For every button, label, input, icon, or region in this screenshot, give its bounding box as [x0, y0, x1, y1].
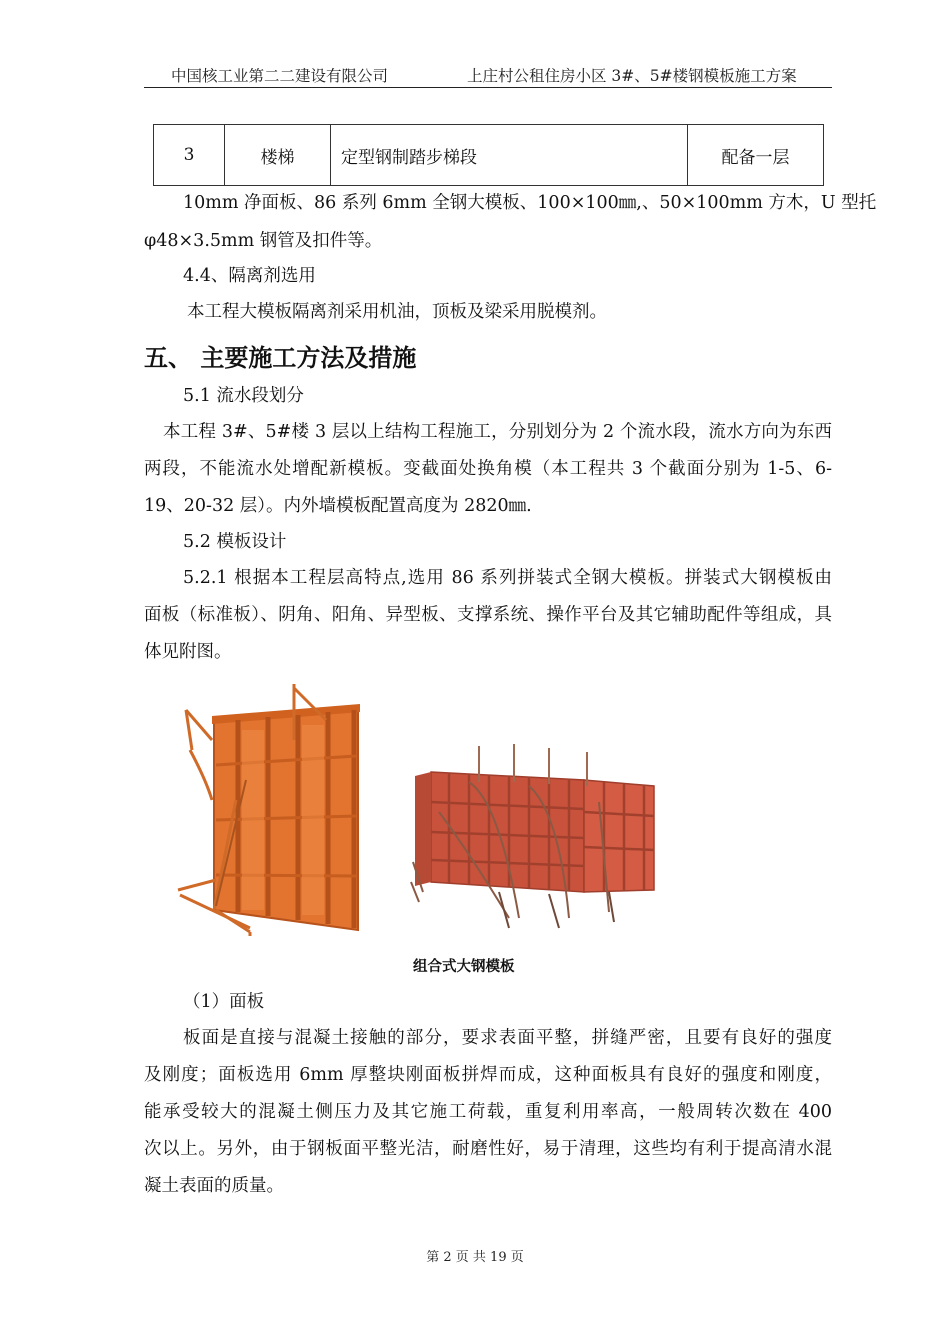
table-cell-no: 3 — [154, 125, 225, 186]
steel-formwork-panel-photo — [176, 680, 366, 938]
panel-paragraph-line-2: 及刚度；面板选用 6mm 厚整块刚面板拼焊而成，这种面板具有良好的强度和刚度， — [144, 1065, 832, 1085]
table-cell-type: 定型钢制踏步梯段 — [331, 125, 688, 186]
section-5-1-line-1: 本工程 3#、5#楼 3 层以上结构工程施工，分别划分为 2 个流水段，流水方向为东西 — [163, 422, 832, 442]
panel-paragraph-line-5: 凝土表面的质量。 — [144, 1176, 284, 1196]
table-cell-quantity: 配备一层 — [688, 125, 824, 186]
header-divider — [144, 87, 832, 88]
section-5-2-title: 5.2 模板设计 — [183, 532, 287, 552]
header-company: 中国核工业第二二建设有限公司 — [171, 67, 389, 85]
figure-caption: 组合式大钢模板 — [413, 959, 515, 975]
panel-paragraph-line-3: 能承受较大的混凝土侧压力及其它施工荷载，重复利用率高，一般周转次数在 400 — [144, 1102, 832, 1122]
subsection-1-title: （1）面板 — [183, 992, 265, 1012]
materials-line-2: φ48×3.5mm 钢管及扣件等。 — [144, 231, 383, 251]
panel-paragraph-line-1: 板面是直接与混凝土接触的部分，要求表面平整，拼缝严密，且要有良好的强度 — [183, 1028, 832, 1048]
section-5-1-line-3: 19、20-32 层）。内外墙模板配置高度为 2820㎜. — [144, 496, 532, 516]
equipment-table — [153, 124, 824, 186]
materials-line-1: 10mm 净面板、86 系列 6mm 全钢大模板、100×100㎜,、50×100mm 方木，U 型托 — [183, 193, 877, 213]
header-doc-title: 上庄村公租住房小区 3#、5#楼钢模板施工方案 — [467, 67, 797, 85]
table-cell-part: 楼梯 — [225, 125, 331, 186]
page-number: 第 2 页 共 19 页 — [426, 1250, 524, 1265]
section-5-1-title: 5.1 流水段划分 — [183, 386, 304, 406]
section-5-2-1-line-2: 面板（标准板）、阴角、阳角、异型板、支撑系统、操作平台及其它辅助配件等组成，具 — [144, 605, 832, 625]
assembled-formwork-photo — [409, 742, 661, 932]
section-5-2-1-line-1: 5.2.1 根据本工程层高特点,选用 86 系列拼装式全钢大模板。拼装式大钢模板由 — [183, 568, 832, 588]
table-row — [154, 125, 824, 186]
section-5-1-line-2: 两段，不能流水处增配新模板。变截面处换角模（本工程共 3 个截面分别为 1-5、6- — [144, 459, 832, 479]
section-4-4-body: 本工程大模板隔离剂采用机油，顶板及梁采用脱模剂。 — [187, 302, 607, 322]
section-4-4-title: 4.4、隔离剂选用 — [183, 266, 316, 286]
panel-paragraph-line-4: 次以上。另外，由于钢板面平整光洁，耐磨性好，易于清理，这些均有利于提高清水混 — [144, 1139, 832, 1159]
chapter-5-heading: 五、 主要施工方法及措施 — [144, 344, 417, 372]
section-5-2-1-line-3: 体见附图。 — [144, 642, 232, 662]
